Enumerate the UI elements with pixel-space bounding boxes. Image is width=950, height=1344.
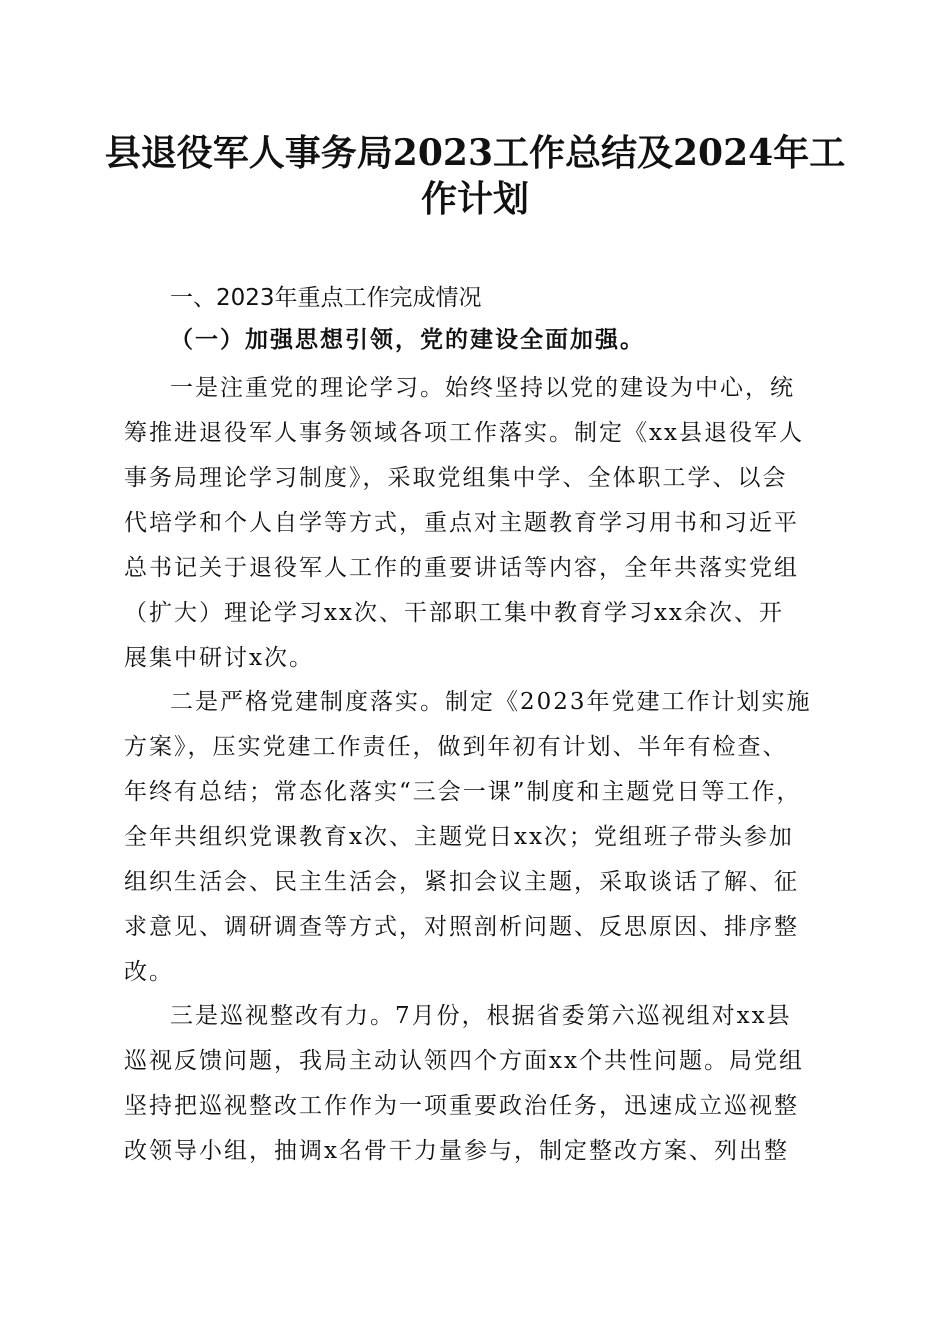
document-title (100, 130, 850, 222)
paragraph-line: 总书记关于退役军人工作的重要讲话等内容，全年共落实党组 (124, 555, 799, 581)
paragraph-line: 年终有总结；常态化落实“三会一课”制度和主题党日等工作， (124, 779, 802, 805)
subheading: （一）加强思想引领，党的建设全面加强。 (170, 326, 645, 353)
paragraph-line: （扩大）理论学习xx次、干部职工集中教育学习xx余次、开 (124, 600, 784, 626)
paragraph-line: 巡视反馈问题，我局主动认领四个方面xx个共性问题。局党组 (124, 1048, 804, 1074)
title-line-1: 县退役军人事务局2023工作总结及2024年工 (104, 132, 846, 174)
title-line-2: 作计划 (420, 178, 529, 220)
paragraph-line: 三是巡视整改有力。7月份，根据省委第六巡视组对xx县 (170, 1003, 792, 1029)
paragraph-line: 方案》，压实党建工作责任，做到年初有计划、半年有检查、 (124, 734, 788, 760)
section-heading: 一、2023年重点工作完成情况 (170, 285, 482, 311)
paragraph-line: 组织生活会、民主生活会，紧扣会议主题，采取谈话了解、征 (124, 869, 799, 895)
paragraph-line: 全年共组织党课教育x次、主题党日xx次；党组班子带头参加 (124, 824, 794, 850)
paragraph-line: 一是注重党的理论学习。始终坚持以党的建设为中心，统 (170, 375, 795, 401)
paragraph-3 (124, 994, 844, 1174)
paragraph-2 (124, 680, 844, 995)
paragraph-line: 筹推进退役军人事务领域各项工作落实。制定《xx县退役军人 (124, 420, 804, 446)
paragraph-line: 代培学和个人自学等方式，重点对主题教育学习用书和习近平 (124, 510, 799, 536)
paragraph-1 (124, 366, 844, 681)
paragraph-line: 改。 (124, 959, 174, 985)
paragraph-line: 展集中研讨x次。 (124, 645, 314, 671)
paragraph-line: 坚持把巡视整改工作作为一项重要政治任务，迅速成立巡视整 (124, 1093, 799, 1119)
paragraph-line: 改领导小组，抽调x名骨干力量参与，制定整改方案、列出整 (124, 1138, 789, 1164)
paragraph-line: 二是严格党建制度落实。制定《2023年党建工作计划实施 (170, 689, 812, 715)
paragraph-line: 事务局理论学习制度》，采取党组集中学、全体职工学、以会 (124, 465, 788, 491)
paragraph-line: 求意见、调研调查等方式，对照剖析问题、反思原因、排序整 (124, 914, 799, 940)
